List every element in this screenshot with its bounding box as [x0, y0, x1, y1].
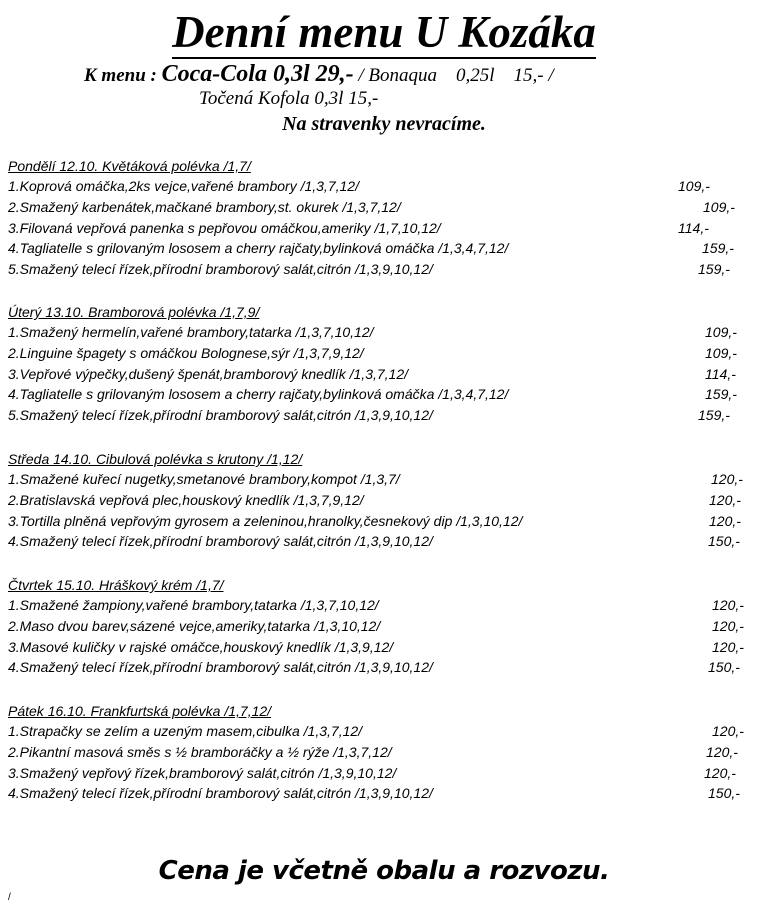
dish-price: 109,-	[703, 198, 735, 215]
dish-price: 120,-	[712, 723, 744, 739]
dish-row	[8, 469, 760, 490]
dish-price: 120,-	[712, 638, 744, 655]
day-heading: Úterý 13.10. Bramborová polévka /1,7,9/	[8, 304, 260, 320]
dish-price: 120,-	[712, 617, 744, 634]
dish-row	[8, 197, 760, 218]
dish-price: 120,-	[709, 491, 741, 508]
dish-row	[8, 783, 760, 804]
dish-row	[8, 511, 760, 532]
day-heading: Pondělí 12.10. Květáková polévka /1,7/	[8, 158, 251, 174]
dish-price: 114,-	[678, 219, 709, 236]
drink-2-size: 0,25l	[456, 65, 495, 86]
dish-name: 5.Smažený telecí řízek,přírodní bramborový salát,citrón /1,3,9,10,12/	[8, 261, 433, 278]
menu-day	[8, 156, 760, 280]
menu-day	[8, 575, 760, 678]
day-heading: Středa 14.10. Cibulová polévka s krutony /1,12/	[8, 451, 303, 467]
dish-name: 1.Koprová omáčka,2ks vejce,vařené brambory /1,3,7,12/	[8, 178, 359, 194]
drinks-prefix: K menu :	[84, 65, 157, 86]
dish-price: 159,-	[698, 407, 730, 424]
menu-day	[8, 302, 760, 426]
dish-row	[8, 238, 760, 259]
dish-row	[8, 637, 760, 658]
dish-name: 4.Smažený telecí řízek,přírodní bramborový salát,citrón /1,3,9,10,12/	[8, 659, 433, 676]
drinks-line	[84, 62, 554, 88]
day-heading: Čtvrtek 15.10. Hráškový krém /1,7/	[8, 577, 224, 593]
dish-price: 109,-	[705, 344, 737, 361]
drink-2-name: Bonaqua	[368, 65, 437, 86]
dish-price: 150,-	[708, 533, 740, 550]
footer-mark: /	[8, 892, 11, 903]
dish-row	[8, 384, 760, 405]
dish-name: 3.Masové kuličky v rajské omáčce,houskový knedlík /1,3,9,12/	[8, 638, 394, 655]
dish-price: 120,-	[712, 597, 744, 613]
dish-name: 2.Linguine špagety s omáčkou Bolognese,sýr /1,3,7,9,12/	[8, 344, 364, 361]
page-title-text: Denní menu U Kozáka	[172, 7, 596, 57]
dish-price: 109,-	[705, 324, 737, 340]
dish-name: 3.Vepřové výpečky,dušený špenát,bramborový knedlík /1,3,7,12/	[8, 365, 409, 382]
dish-row	[8, 657, 760, 678]
dish-row	[8, 218, 760, 239]
dish-price: 159,-	[705, 386, 737, 403]
dish-price: 120,-	[706, 743, 738, 760]
dish-name: 3.Tortilla plněná vepřovým gyrosem a zeleninou,hranolky,česnekový dip /1,3,10,12/	[8, 512, 523, 529]
dish-price: 120,-	[704, 764, 736, 781]
drink-2-separator: /	[548, 65, 554, 86]
dish-row	[8, 364, 760, 385]
menu-day	[8, 449, 760, 552]
dish-price: 150,-	[708, 785, 740, 802]
dish-price: 114,-	[705, 365, 736, 382]
dish-name: 5.Smažený telecí řízek,přírodní bramborový salát,citrón /1,3,9,10,12/	[8, 407, 433, 424]
footer-note: Cena je včetně obalu a rozvozu.	[158, 856, 610, 886]
dish-name: 4.Tagliatelle s grilovaným lososem a cherry rajčaty,bylinková omáčka /1,3,4,7,12/	[8, 240, 509, 257]
dish-name: 2.Smažený karbenátek,mačkané brambory,st. okurek /1,3,7,12/	[8, 198, 401, 215]
dish-row	[8, 721, 760, 742]
dish-row	[8, 595, 760, 616]
dish-name: 4.Tagliatelle s grilovaným lososem a cherry rajčaty,bylinková omáčka /1,3,4,7,12/	[8, 386, 509, 403]
dish-name: 1.Smažené žampiony,vařené brambory,tatarka /1,3,7,10,12/	[8, 597, 379, 613]
dish-price: 150,-	[708, 659, 740, 676]
day-heading: Pátek 16.10. Frankfurtská polévka /1,7,12/	[8, 703, 272, 719]
dish-price: 120,-	[711, 471, 743, 487]
dish-row	[8, 742, 760, 763]
dish-row	[8, 259, 760, 280]
dish-name: 1.Strapačky se zelím a uzeným masem,cibulka /1,3,7,12/	[8, 723, 363, 739]
dish-name: 1.Smažené kuřecí nugetky,smetanové brambory,kompot /1,3,7/	[8, 471, 400, 487]
dish-row	[8, 176, 760, 197]
dish-row	[8, 322, 760, 343]
dish-name: 2.Maso dvou barev,sázené vejce,ameriky,tatarka /1,3,10,12/	[8, 617, 381, 634]
dish-row	[8, 490, 760, 511]
voucher-note: Na stravenky nevracíme.	[282, 113, 486, 135]
page-title	[0, 4, 768, 60]
drink-2-price: 15,-	[513, 65, 544, 86]
dish-price: 120,-	[709, 512, 741, 529]
dish-row	[8, 343, 760, 364]
dish-price: 109,-	[678, 178, 710, 194]
dish-row	[8, 616, 760, 637]
dish-name: 2.Bratislavská vepřová plec,houskový knedlík /1,3,7,9,12/	[8, 491, 364, 508]
dish-name: 4.Smažený telecí řízek,přírodní bramborový salát,citrón /1,3,9,10,12/	[8, 533, 433, 550]
dish-row	[8, 531, 760, 552]
dish-name: 1.Smažený hermelín,vařené brambory,tatarka /1,3,7,10,12/	[8, 324, 374, 340]
dish-row	[8, 763, 760, 784]
dish-price: 159,-	[702, 240, 734, 257]
dish-price: 159,-	[698, 261, 730, 278]
drink-3: Točená Kofola 0,3l 15,-	[199, 88, 379, 109]
drink-separator: /	[358, 65, 364, 86]
drink-main: Coca-Cola 0,3l 29,-	[161, 61, 354, 87]
dish-name: 2.Pikantní masová směs s ½ bramboráčky a ½ rýže /1,3,7,12/	[8, 743, 392, 760]
dish-name: 3.Smažený vepřový řízek,bramborový salát,citrón /1,3,9,10,12/	[8, 764, 397, 781]
dish-name: 3.Filovaná vepřová panenka s pepřovou omáčkou,ameriky /1,7,10,12/	[8, 219, 441, 236]
dish-name: 4.Smažený telecí řízek,přírodní bramborový salát,citrón /1,3,9,10,12/	[8, 785, 433, 802]
dish-row	[8, 405, 760, 426]
menu-day	[8, 701, 760, 804]
